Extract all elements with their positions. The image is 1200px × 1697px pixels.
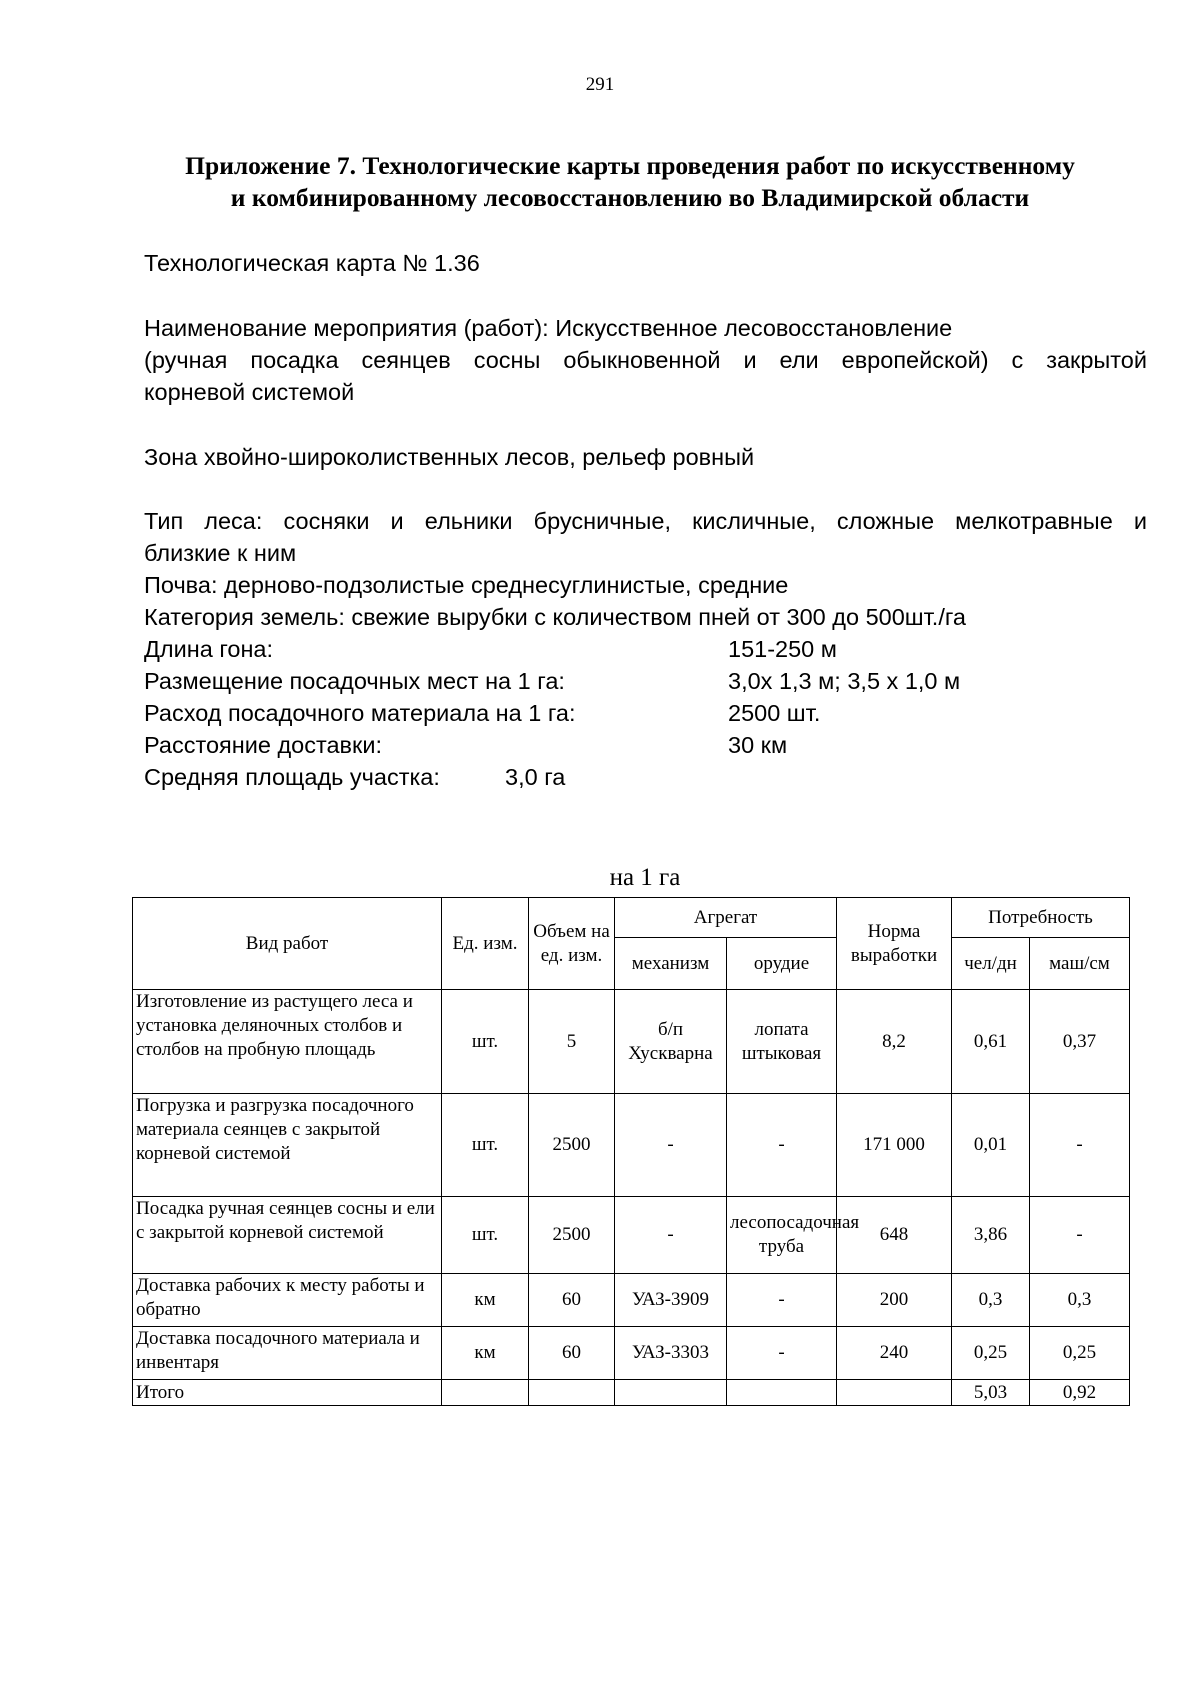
cell-norm: 648 bbox=[837, 1197, 952, 1274]
cell-unit: км bbox=[442, 1327, 529, 1380]
forest-type-line-1: Тип леса: сосняки и ельники брусничные, кисличные, сложные мелкотравные и bbox=[144, 508, 1147, 534]
table-row bbox=[133, 1197, 1130, 1274]
cell-volume: 60 bbox=[529, 1327, 615, 1380]
cell-tool: лопата штыковая bbox=[727, 990, 837, 1094]
cell-norm: 171 000 bbox=[837, 1094, 952, 1197]
activity-line-2: (ручная посадка сеянцев сосны обыкновенной и ели европейской) с закрытой bbox=[144, 347, 1147, 373]
cell-person-days: 0,3 bbox=[952, 1274, 1030, 1327]
header-machine-shifts: маш/см bbox=[1030, 938, 1130, 990]
table-header-row bbox=[133, 898, 1130, 938]
cell-volume: 60 bbox=[529, 1274, 615, 1327]
zone-text: Зона хвойно-широколиственных лесов, рельеф ровный bbox=[144, 444, 755, 470]
cell-unit: шт. bbox=[442, 990, 529, 1094]
empty-cell bbox=[529, 1380, 615, 1406]
heading-line-1: Приложение 7. Технологические карты проведения работ по искусственному bbox=[185, 151, 1075, 180]
cell-mechanism: - bbox=[615, 1094, 727, 1197]
total-label: Итого bbox=[133, 1380, 442, 1406]
param-value: 30 км bbox=[728, 732, 788, 758]
cell-work: Изготовление из растущего леса и установка деляночных столбов и столбов на пробную площадь bbox=[133, 990, 442, 1094]
cell-work: Доставка рабочих к месту работы и обратно bbox=[133, 1274, 442, 1327]
cell-work: Посадка ручная сеянцев сосны и ели с закрытой корневой системой bbox=[133, 1197, 442, 1274]
table-row bbox=[133, 1094, 1130, 1197]
activity-line-1: Наименование мероприятия (работ): Искусственное лесовосстановление bbox=[144, 315, 953, 341]
activity-line-3: корневой системой bbox=[144, 379, 355, 405]
param-label: Длина гона: bbox=[144, 636, 274, 662]
header-aggregate: Агрегат bbox=[615, 898, 837, 938]
param-value: 3,0х 1,3 м; 3,5 х 1,0 м bbox=[728, 668, 961, 694]
avg-area-value: 3,0 га bbox=[505, 764, 566, 790]
param-label: Расход посадочного материала на 1 га: bbox=[144, 700, 576, 726]
cell-person-days: 0,01 bbox=[952, 1094, 1030, 1197]
cell-person-days: 0,61 bbox=[952, 990, 1030, 1094]
heading-line-2: и комбинированному лесовосстановлению во Владимирской области bbox=[230, 183, 1030, 212]
cell-unit: шт. bbox=[442, 1094, 529, 1197]
cell-unit: км bbox=[442, 1274, 529, 1327]
param-value: 2500 шт. bbox=[728, 700, 821, 726]
param-label: Размещение посадочных мест на 1 га: bbox=[144, 668, 565, 694]
cell-volume: 2500 bbox=[529, 1197, 615, 1274]
cell-norm: 8,2 bbox=[837, 990, 952, 1094]
avg-area-label: Средняя площадь участка: bbox=[144, 764, 440, 790]
cell-person-days: 0,25 bbox=[952, 1327, 1030, 1380]
cell-mechanism: - bbox=[615, 1197, 727, 1274]
table-row bbox=[133, 1327, 1130, 1380]
cell-work: Погрузка и разгрузка посадочного материала сеянцев с закрытой корневой системой bbox=[133, 1094, 442, 1197]
cell-mechanism: б/п Хускварна bbox=[615, 990, 727, 1094]
cell-work: Доставка посадочного материала и инвентаря bbox=[133, 1327, 442, 1380]
param-value: 151-250 м bbox=[728, 636, 837, 662]
header-volume: Объем на ед. изм. bbox=[529, 898, 615, 990]
appendix-heading bbox=[110, 150, 1150, 214]
header-work-type: Вид работ bbox=[133, 898, 442, 990]
work-table bbox=[132, 897, 1130, 1406]
table-row bbox=[133, 1274, 1130, 1327]
cell-machine-shifts: 0,37 bbox=[1030, 990, 1130, 1094]
total-machine-shifts: 0,92 bbox=[1030, 1380, 1130, 1406]
header-need: Потребность bbox=[952, 898, 1130, 938]
param-label: Расстояние доставки: bbox=[144, 732, 382, 758]
cell-machine-shifts: 0,3 bbox=[1030, 1274, 1130, 1327]
table-caption: на 1 га bbox=[609, 864, 681, 891]
cell-machine-shifts: - bbox=[1030, 1094, 1130, 1197]
cell-tool: - bbox=[727, 1327, 837, 1380]
header-norm: Норма выработки bbox=[837, 898, 952, 990]
cell-unit: шт. bbox=[442, 1197, 529, 1274]
empty-cell bbox=[442, 1380, 529, 1406]
map-number: Технологическая карта № 1.36 bbox=[144, 250, 480, 276]
cell-mechanism: УАЗ-3909 bbox=[615, 1274, 727, 1327]
header-unit: Ед. изм. bbox=[442, 898, 529, 990]
cell-tool: - bbox=[727, 1094, 837, 1197]
land-category-text: Категория земель: свежие вырубки с количеством пней от 300 до 500шт./га bbox=[144, 604, 966, 630]
cell-tool: - bbox=[727, 1274, 837, 1327]
header-mechanism: механизм bbox=[615, 938, 727, 990]
cell-mechanism: УАЗ-3303 bbox=[615, 1327, 727, 1380]
table-total-row bbox=[133, 1380, 1130, 1406]
forest-type-line-2: близкие к ним bbox=[144, 540, 297, 566]
page-number: 291 bbox=[585, 74, 615, 95]
cell-tool: лесопосадочная труба bbox=[727, 1197, 837, 1274]
cell-person-days: 3,86 bbox=[952, 1197, 1030, 1274]
total-person-days: 5,03 bbox=[952, 1380, 1030, 1406]
cell-volume: 5 bbox=[529, 990, 615, 1094]
cell-machine-shifts: 0,25 bbox=[1030, 1327, 1130, 1380]
cell-machine-shifts: - bbox=[1030, 1197, 1130, 1274]
empty-cell bbox=[837, 1380, 952, 1406]
empty-cell bbox=[615, 1380, 727, 1406]
header-person-days: чел/дн bbox=[952, 938, 1030, 990]
soil-text: Почва: дерново-подзолистые среднесуглинистые, средние bbox=[144, 572, 789, 598]
header-tool: орудие bbox=[727, 938, 837, 990]
cell-norm: 200 bbox=[837, 1274, 952, 1327]
cell-norm: 240 bbox=[837, 1327, 952, 1380]
empty-cell bbox=[727, 1380, 837, 1406]
table-row bbox=[133, 990, 1130, 1094]
cell-volume: 2500 bbox=[529, 1094, 615, 1197]
